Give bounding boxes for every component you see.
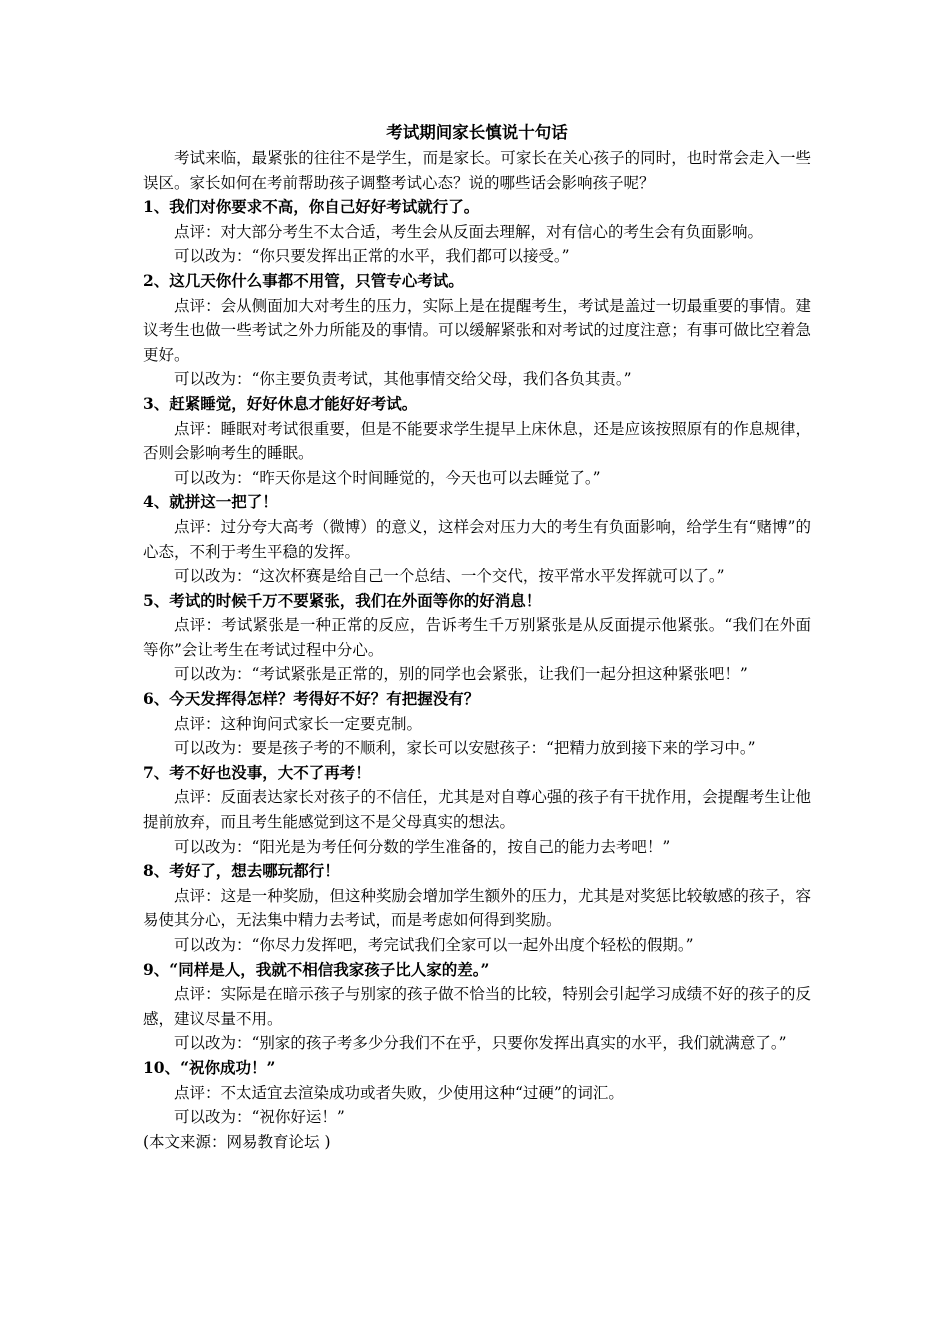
item-suggestion: 可以改为：要是孩子考的不顺利，家长可以安慰孩子：“把精力放到接下来的学习中。” — [174, 739, 756, 758]
item-comment: 点评：考试紧张是一种正常的反应，告诉考生千万别紧张是从反面提示他紧张。“我们在外面等你”会让考生在考试过程中分心。 — [143, 616, 811, 659]
item-10 — [143, 1056, 811, 1130]
item-suggestion: 可以改为：“你只要发挥出正常的水平，我们都可以接受。” — [174, 247, 570, 266]
document-page — [143, 120, 811, 1154]
item-suggestion: 可以改为：“这次杯赛是给自己一个总结、一个交代，按平常水平发挥就可以了。” — [174, 567, 725, 586]
document-title: 考试期间家长慎说十句话 — [386, 123, 568, 142]
item-2 — [143, 269, 811, 392]
item-suggestion: 可以改为：“别家的孩子考多少分我们不在乎，只要你发挥出真实的水平，我们就满意了。” — [174, 1034, 787, 1053]
item-comment: 点评：这是一种奖励，但这种奖励会增加学生额外的压力，尤其是对奖惩比较敏感的孩子，容易使其分心，无法集中精力去考试，而是考虑如何得到奖励。 — [143, 886, 811, 930]
item-comment: 点评：对大部分考生不太合适，考生会从反面去理解，对有信心的考生会有负面影响。 — [174, 222, 764, 241]
item-comment: 点评：过分夸大高考（微博）的意义，这样会对压力大的考生有负面影响，给学生有“赌博”的心态，不利于考生平稳的发挥。 — [143, 517, 811, 561]
item-suggestion: 可以改为：“考试紧张是正常的，别的同学也会紧张，让我们一起分担这种紧张吧！” — [174, 665, 748, 684]
item-9 — [143, 958, 811, 1056]
item-suggestion: 可以改为：“阳光是为考任何分数的学生准备的，按自己的能力去考吧！” — [174, 837, 671, 856]
item-suggestion: 可以改为：“你尽力发挥吧，考完试我们全家可以一起外出度个轻松的假期。” — [174, 936, 694, 954]
item-7 — [143, 761, 811, 859]
item-heading: 3、赶紧睡觉，好好休息才能好好考试。 — [143, 393, 418, 413]
item-heading: 1、我们对你要求不高，你自己好好考试就行了。 — [143, 197, 480, 217]
item-comment: 点评：实际是在暗示孩子与别家的孩子做不恰当的比较，特别会引起学习成绩不好的孩子的反感，建议尽量不用。 — [143, 985, 811, 1028]
item-heading: 6、今天发挥得怎样？考得好不好？有把握没有？ — [143, 689, 480, 709]
item-6 — [143, 687, 811, 761]
item-heading: 9、“同样是人，我就不相信我家孩子比人家的差。” — [143, 959, 490, 979]
item-5 — [143, 589, 811, 687]
item-comment: 点评：这种询问式家长一定要克制。 — [174, 714, 423, 733]
item-suggestion: 可以改为：“祝你好运！” — [174, 1108, 345, 1127]
item-heading: 7、考不好也没事，大不了再考！ — [143, 762, 371, 782]
item-heading: 2、这几天你什么事都不用管，只管专心考试。 — [143, 270, 464, 290]
intro-paragraph: 考试来临，最紧张的往往不是学生，而是家长。可家长在关心孩子的同时，也时常会走入一些误区。家长如何在考前帮助孩子调整考试心态？说的哪些话会影响孩子呢？ — [143, 149, 811, 192]
item-comment: 点评：睡眠对考试很重要，但是不能要求学生提早上床休息，还是应该按照原有的作息规律，否则会影响考生的睡眠。 — [143, 419, 811, 463]
item-comment: 点评：会从侧面加大对考生的压力，实际上是在提醒考生，考试是盖过一切最重要的事情。建议考生也做一些考试之外力所能及的事情。可以缓解紧张和对考试的过度注意；有事可做比空着急更好。 — [143, 296, 811, 364]
item-8 — [143, 859, 811, 957]
source-note: (本文来源：网易教育论坛 ) — [143, 1132, 331, 1151]
item-heading: 10、“祝你成功！” — [143, 1057, 276, 1077]
item-suggestion: 可以改为：“你主要负责考试，其他事情交给父母，我们各负其责。” — [174, 370, 632, 389]
item-comment: 点评：反面表达家长对孩子的不信任，尤其是对自尊心强的孩子有干扰作用，会提醒考生让他提前放弃，而且考生能感觉到这不是父母真实的想法。 — [143, 788, 811, 832]
item-heading: 4、就拼这一把了！ — [143, 492, 278, 512]
item-heading: 8、考好了，想去哪玩都行！ — [143, 861, 340, 881]
item-suggestion: 可以改为：“昨天你是这个时间睡觉的，今天也可以去睡觉了。” — [174, 468, 601, 487]
item-comment: 点评：不太适宜去渲染成功或者失败，少使用这种“过硬”的词汇。 — [174, 1083, 624, 1102]
item-1 — [143, 195, 811, 269]
item-heading: 5、考试的时候千万不要紧张，我们在外面等你的好消息！ — [143, 590, 542, 610]
item-3 — [143, 392, 811, 490]
item-4 — [143, 490, 811, 588]
